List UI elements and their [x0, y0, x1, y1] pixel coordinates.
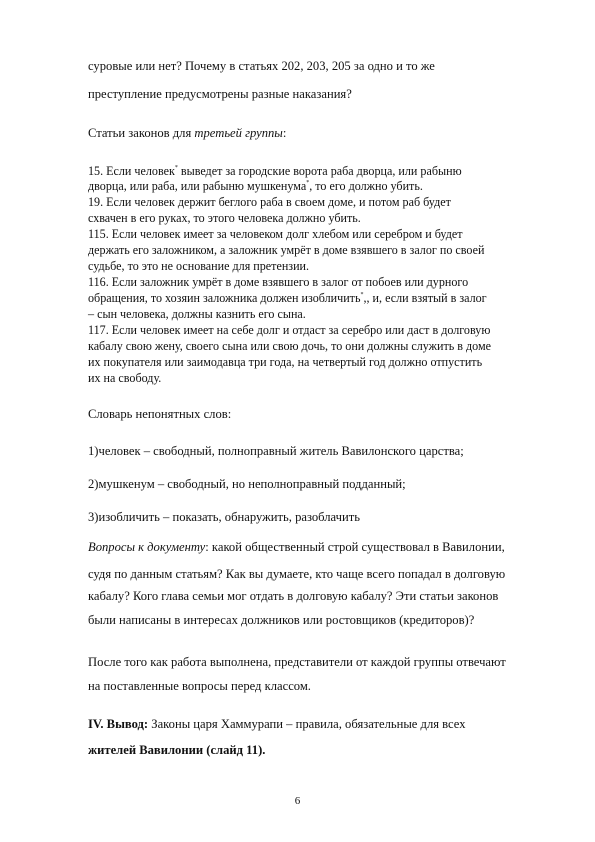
- article-text: 15. Если человек: [88, 164, 175, 178]
- group-heading-italic: третьей группы: [194, 126, 283, 140]
- conclusion-line: [88, 716, 466, 732]
- questions-line: судя по данным статьям? Как вы думаете, кто чаще всего попадал в долговую: [88, 567, 506, 581]
- text-line: После того как работа выполнена, представители от каждой группы отвечают: [88, 655, 506, 669]
- law-article-116-cont: [88, 291, 487, 306]
- questions-line: кабалу? Кого глава семьи мог отдать в долговую кабалу? Эти статьи законов: [88, 589, 499, 603]
- law-article-117: 117. Если человек имеет на себе долг и отдаст за серебро или даст в долговую: [88, 323, 491, 337]
- questions-line: были написаны в интересах должников или ростовщиков (кредиторов)?: [88, 613, 475, 627]
- article-text: обращения, то хозяин заложника должен изобличить: [88, 291, 361, 305]
- footnote-mark: *: [360, 292, 364, 298]
- conclusion-text: Законы царя Хаммурапи – правила, обязательные для всех: [148, 717, 466, 731]
- group-heading: [88, 125, 286, 141]
- law-article-15-cont: [88, 179, 423, 194]
- glossary-item: 2)мушкенум – свободный, но неполноправный подданный;: [88, 477, 406, 491]
- questions-line: [88, 539, 505, 555]
- text-line: на поставленные вопросы перед классом.: [88, 679, 311, 693]
- footnote-mark: *: [174, 165, 178, 171]
- law-article-117-cont: их на свободу.: [88, 371, 162, 385]
- law-article-19: 19. Если человек держит беглого раба в своем доме, и потом раб будет: [88, 195, 451, 209]
- article-text: выведет за городские ворота раба дворца, или рабыню: [177, 164, 462, 178]
- footnote-mark: *: [306, 180, 310, 186]
- conclusion-label: IV. Вывод:: [88, 717, 149, 731]
- questions-text: : какой общественный строй существовал в Вавилонии,: [205, 540, 505, 554]
- glossary-item: 3)изобличить – показать, обнаружить, разоблачить: [88, 510, 360, 524]
- law-article-19-cont: схвачен в его руках, то этого человека должно убить.: [88, 211, 361, 225]
- article-text: ,, и, если взятый в залог: [363, 291, 487, 305]
- law-article-115-cont: держать его заложником, а заложник умрёт в доме взявшего в залог по своей: [88, 243, 485, 257]
- glossary-title: Словарь непонятных слов:: [88, 407, 232, 421]
- group-heading-suffix: :: [282, 126, 287, 140]
- page-number: 6: [294, 795, 301, 807]
- law-article-117-cont: их покупателя или заимодавца три года, на четвертый год должно отпустить: [88, 355, 483, 369]
- law-article-115: 115. Если человек имеет за человеком долг хлебом или серебром и будет: [88, 227, 463, 241]
- conclusion-line: жителей Вавилонии (слайд 11).: [88, 743, 266, 757]
- law-article-15: [88, 164, 462, 179]
- law-article-117-cont: кабалу свою жену, своего сына или свою дочь, то они должны служить в доме: [88, 339, 492, 353]
- questions-label: Вопросы к документу: [88, 540, 206, 554]
- law-article-116-cont: – сын человека, должны казнить его сына.: [88, 307, 306, 321]
- text-line: суровые или нет? Почему в статьях 202, 203, 205 за одно и то же: [88, 59, 435, 73]
- glossary-item: 1)человек – свободный, полноправный житель Вавилонского царства;: [88, 444, 464, 458]
- text-line: преступление предусмотрены разные наказания?: [88, 87, 352, 101]
- law-article-116: 116. Если заложник умрёт в доме взявшего в залог от побоев или дурного: [88, 275, 469, 289]
- article-text: , то его должно убить.: [309, 179, 423, 193]
- article-text: дворца, или раба, или рабыню мушкенума: [88, 179, 307, 193]
- group-heading-prefix: Статьи законов для: [88, 126, 195, 140]
- law-article-115-cont: судьбе, то это не основание для претензии.: [88, 259, 310, 273]
